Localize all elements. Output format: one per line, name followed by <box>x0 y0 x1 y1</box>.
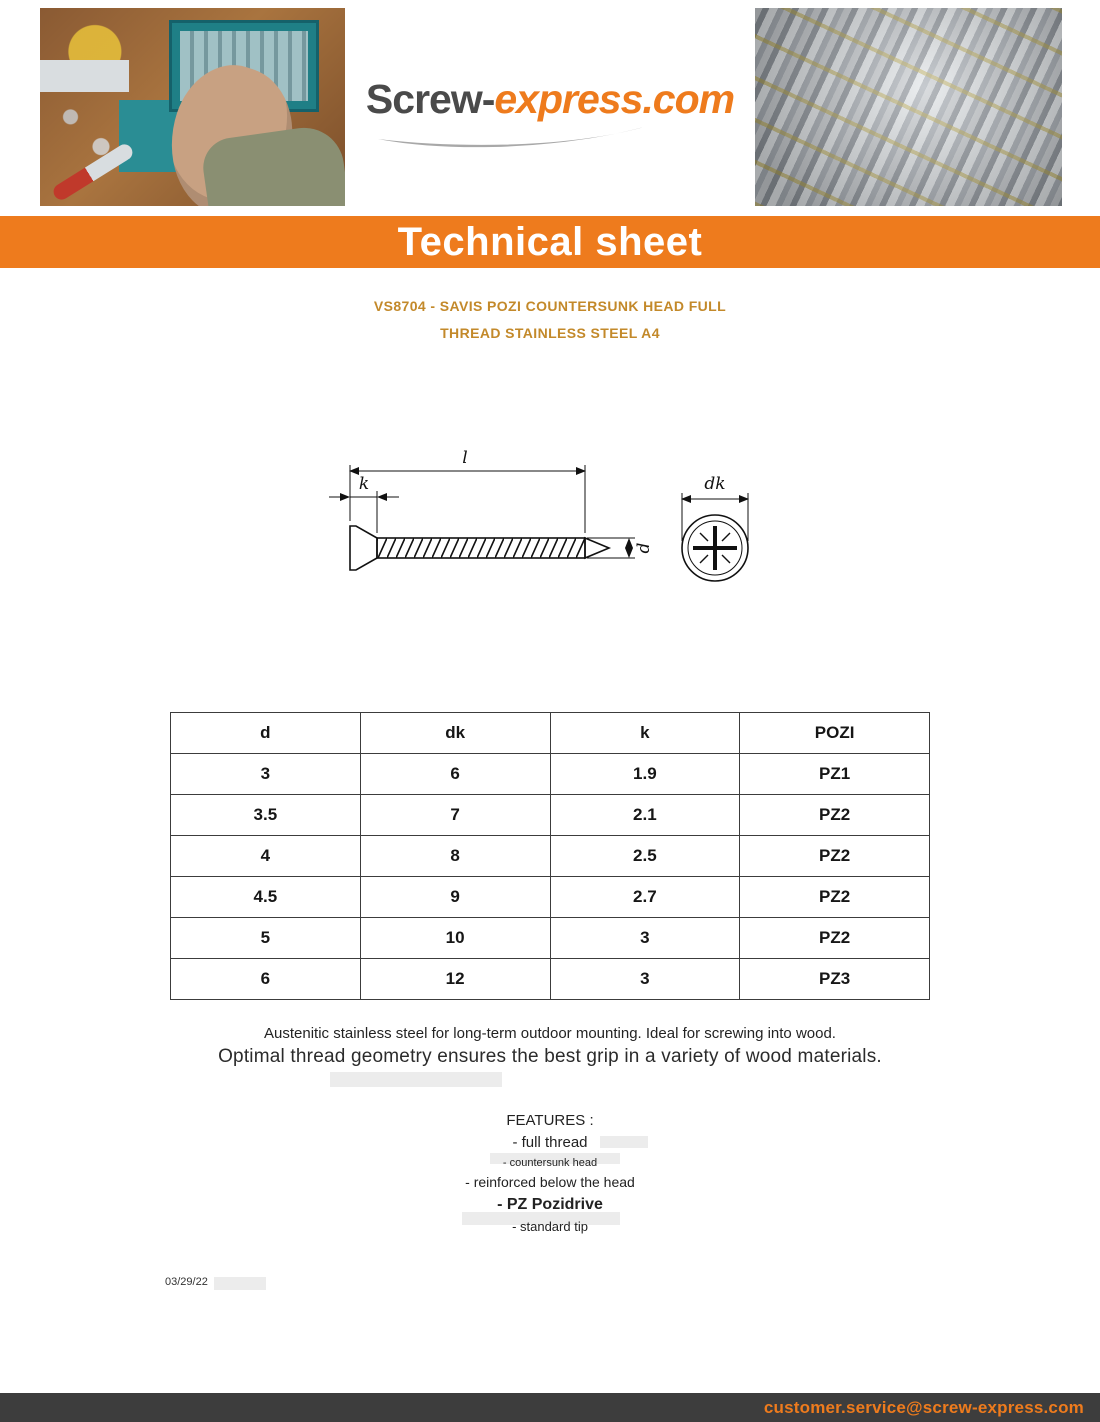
table-header-row <box>171 713 930 754</box>
table-cell: 3 <box>550 918 740 959</box>
screwdriver-decoration <box>51 141 136 202</box>
head-top-view <box>682 515 748 581</box>
table-row <box>171 918 930 959</box>
screw-drawing-svg <box>315 443 785 613</box>
features-heading: FEATURES : <box>506 1112 594 1129</box>
column-header-d: d <box>171 713 361 754</box>
description <box>0 1025 1100 1068</box>
feature-item-reinforced: - reinforced below the head <box>465 1174 635 1190</box>
table-row <box>171 754 930 795</box>
table-cell: 2.5 <box>550 836 740 877</box>
table-row <box>171 836 930 877</box>
table-cell: 8 <box>360 836 550 877</box>
scan-artifact <box>330 1072 502 1087</box>
table-cell: 5 <box>171 918 361 959</box>
table-cell: 1.9 <box>550 754 740 795</box>
scan-artifact <box>214 1277 266 1290</box>
feature-item-standard-tip: - standard tip <box>512 1219 588 1234</box>
footer <box>0 1393 1100 1422</box>
table-cell: 10 <box>360 918 550 959</box>
description-line2: Optimal thread geometry ensures the best grip in a variety of wood materials. <box>218 1046 882 1067</box>
workbench-photo <box>40 8 345 206</box>
column-header-k: k <box>550 713 740 754</box>
dim-l <box>350 448 585 533</box>
table-cell: 4.5 <box>171 877 361 918</box>
dim-label-dk: dk <box>704 474 726 494</box>
logo-text-primary: Screw- <box>365 76 495 122</box>
table-cell: PZ3 <box>740 959 930 1000</box>
page-title: Technical sheet <box>0 216 1100 268</box>
product-title-line2: THREAD STAINLESS STEEL A4 <box>440 325 660 341</box>
dim-label-k: k <box>358 474 370 494</box>
table-cell: PZ1 <box>740 754 930 795</box>
column-header-pozi: POZI <box>740 713 930 754</box>
screw-side-view <box>350 526 609 570</box>
dim-label-l: l <box>462 448 468 468</box>
dim-d <box>587 538 654 558</box>
document-date: 03/29/22 <box>165 1276 208 1288</box>
customer-service-email: customer.service@screw-express.com <box>763 1398 1084 1417</box>
product-title-line1: VS8704 - SAVIS POZI COUNTERSUNK HEAD FULL <box>373 298 727 314</box>
table-cell: 9 <box>360 877 550 918</box>
logo-text-secondary: express.com <box>494 76 735 122</box>
product-title <box>0 268 1100 347</box>
feature-item-pz-pozidrive: - PZ Pozidrive <box>497 1196 603 1213</box>
description-line1: Austenitic stainless steel for long-term outdoor mounting. Ideal for screwing into wood. <box>264 1025 836 1042</box>
table-cell: 3.5 <box>171 795 361 836</box>
table-cell: 7 <box>360 795 550 836</box>
dim-k <box>329 474 399 533</box>
screws-pile-photo <box>755 8 1062 206</box>
table-cell: 2.1 <box>550 795 740 836</box>
table-cell: 6 <box>171 959 361 1000</box>
feature-item-countersunk-head: - countersunk head <box>502 1157 598 1169</box>
table-cell: PZ2 <box>740 918 930 959</box>
feature-item-full-thread: - full thread <box>512 1134 588 1151</box>
table-row <box>171 795 930 836</box>
column-header-dk: dk <box>360 713 550 754</box>
table-cell: 6 <box>360 754 550 795</box>
table-row <box>171 877 930 918</box>
table-cell: 3 <box>550 959 740 1000</box>
table-cell: 12 <box>360 959 550 1000</box>
table-cell: PZ2 <box>740 836 930 877</box>
header <box>0 0 1100 216</box>
brand-logo <box>366 76 734 149</box>
dimensions-table <box>170 712 930 1000</box>
table-cell: PZ2 <box>740 877 930 918</box>
screw-diagram <box>0 443 1100 618</box>
features-section <box>0 1112 1100 1237</box>
table-cell: PZ2 <box>740 795 930 836</box>
table-cell: 3 <box>171 754 361 795</box>
table-cell: 2.7 <box>550 877 740 918</box>
dim-label-d: d <box>634 542 654 554</box>
table-row <box>171 959 930 1000</box>
table-cell: 4 <box>171 836 361 877</box>
logo-swoosh <box>372 125 672 149</box>
